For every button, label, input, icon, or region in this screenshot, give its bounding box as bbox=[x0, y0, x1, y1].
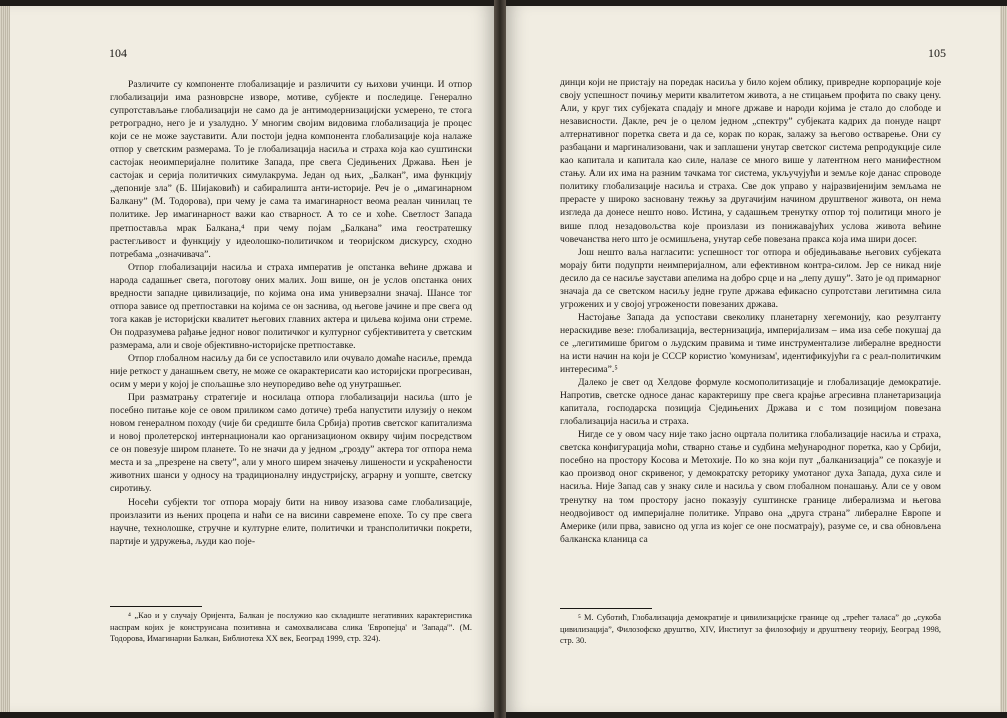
paragraph: динци који не пристају на поредак насиља у било којем облику, привредне корпорације које своју успешност почињу мерити квалитетом живота, а не стицањем профита по сваку цену. Али, у круг тих субјеката спадају и многе државе и народи којима је стало до слободе и независности. Дакле, реч је о целом једном „спектру” субјеката кадрих да понуде нацрт алтернативног поретка света и да се, корак по корак, залажу за његово остварење. Они су разбацани и маргинализовани, чак и заплашени унутар светског система репродукције силе као капитала и капитала као силе, налазе се много више у латентном него манифестном стању. Али их има на разним тачкама тог система, укључујући и земље које данас спроводе политику глобализације насиља и страха. Све док управо у најразвијенијим земљама не прерасте у широко засновану тежњу за другачијим начином друштвеног живота, он нема изгледа да донесе нешто ново. Истина, у садашњем тренутку отпор тој политици много је више плод незадовољства које произлази из понижавајућих услова живота већине човечанства него што је осмишљена, унутар себе повезана пракса која има шири досег. bbox=[560, 77, 941, 245]
paragraph: При разматрању стратегије и носилаца отпора глобализацији насиља (што је посебно питање које се овом приликом само дотиче) треба напустити илузију о неком новом генералном походу (чије би средиште била Србија) против светског капитализма и новој пролетерској интернационали као организационом оквиру чијим посредством се он повезује широм планете. То не значи да у једном „грозду” актера тог отпора нема места и за „презрене на свету”, али у много ширем значењу лишености и ускраћености животних шанси у односу на традиционалну индустријску, аграрну и уопште, светску сиротињу. bbox=[110, 392, 472, 495]
paragraph: Далеко је свет од Хелдове формуле космополитизације и глобализације демократије. Напротив, светске односе данас карактеришу пре свега крајње агресивна планетаризација капитала, господарска позиција Сједињених Држава и с том позицијом повезана глобализација насиља и страха. bbox=[560, 377, 941, 428]
page-edges-left bbox=[0, 6, 10, 712]
footnote bbox=[560, 612, 941, 647]
page-edges-right bbox=[1000, 6, 1007, 712]
paragraph: Различите су компоненте глобализације и различити су њихови учинци. И отпор глобализацији има разноврсне изворе, мотиве, субјекте и последице. Генерално супротстављање глобализацији не само да је антимодернизацијски усмерено, те стога ретроградно, него је и узалудно. У многим својим видовима глобализација је процес који се не може зауставити. Али постоји једна компонента глобализације која налаже отпор у светским размерама. То је глобализација насиља и страха која као суштински састојак неоимперијалне политике Запада, пре свега Сједињених Држава. Њен је састојак и серија политичких симулакрума. Један од њих, „Балкан”, има функцију „депоније зла” (Б. Шијаковић) и сабиралишта анти-историје. Реч је о „имагинарном Балкану” (М. Тодорова), при чему је сама та имагинарност веома реалан чинилац те политике. Јер имагинарност важи као стварност. А то се и хоће. Светлост Запада претпоставља мрак Балкана,⁴ при чему појам „Балкана” има геостратешку растегљивост и функцију у идеолошко-политичком и теоријском дискурсу, сходно потребама „означивача”. bbox=[110, 79, 472, 260]
footnote-text: ⁵ М. Суботић, Глобализација демократије и цивилизацијске границе од „трећег таласа” до „сукоба цивилизација”, Филозофско друштво, XIV, Институт за филозофију и друштвену теорију, Београд 1998, стр. 30. bbox=[560, 613, 941, 646]
footnote-rule bbox=[110, 606, 202, 607]
page-number: 104 bbox=[109, 46, 127, 60]
paragraph: Носећи субјекти тог отпора морају бити на нивоу изазова саме глобализације, произлазити из њених процепа и наћи се на висини савремене епохе. То су пре свега научне, технолошке, стручне и културне елите, политички и трансполитички покрети, партије и удружења, људи као поје- bbox=[110, 496, 472, 547]
paragraph: Нигде се у овом часу није тако јасно оцртала политика глобализације насиља и страха, светска конфигурација моћи, стварно стање и судбина међународног поретка, као у Србији, посебно на простору Косова и Метохије. По ко зна који пут „балканизација” се показује и као производ оног скривеног, у демократску реторику умотаног духа Запада, духа силе и насиља. Није Запад сав у знаку силе и насиља у свом глобалном понашању. Али се у овом тренутку на том простору јасно показују суштинске границе либерализма и његова неодвојивост од империјалне политике. Управо она „друга страна” либералне Европе и Америке (или прва, зависно од угла из којег се оне посматрају), разуме се, и сва обновљена балканска кланица са bbox=[560, 429, 941, 545]
paragraph: Отпор глобалном насиљу да би се успоставило или очувало домаће насиље, премда није реткост у данашњем свету, не може се окарактерисати као историјски прогресиван, осим у мери у којој је спољашње зло неупоредиво веће од унутрашњег. bbox=[110, 352, 472, 391]
page-number: 105 bbox=[928, 46, 946, 60]
paragraph: Још нешто ваља нагласити: успешност тог отпора и обједињавање његових субјеката морају бити подупрти неимперијалном, али ефективном контра-силом. Јер се никад није десило да се насиље заустави апелима на добро срце и на „лепу душу”. Зато је од примарног значаја да се светском насиљу једне групе држава ефикасно супротстави легитимна сила угрожених и у својој угрожености повезаних држава. bbox=[560, 246, 941, 310]
footnote bbox=[110, 610, 472, 645]
footnote-rule bbox=[560, 608, 652, 609]
body-text bbox=[110, 78, 472, 548]
left-page bbox=[10, 6, 494, 712]
book-gutter bbox=[494, 0, 506, 718]
right-page bbox=[506, 6, 1000, 712]
paragraph: Отпор глобализацији насиља и страха императив је опстанка већине држава и народа садашњег света, поготову оних малих. Још више, он је услов опстанка оних вредности западне цивилизације, по којима она има универзални значај. Шансе тог отпора зависе од претпоставки на којима се он заснива, од његове јачине и пре свега од тога какав је историјски квалитет његових главних актера и циљева којима они стреме. Он подразумева рађање једног новог политичког и културног субјективитета у светским размерама, али и своје објективно-историјске претпоставке. bbox=[110, 261, 472, 351]
body-text bbox=[560, 76, 941, 546]
footnote-text: ⁴ „Као и у случају Оријента, Балкан је послужио као складиште негативних карактеристика наспрам којих је конструисана позитивна и самохвалисава слика 'Европејца' и 'Запада'”. (М. Тодорова, Имагинарни Балкан, Библиотека XX век, Београд 1999, стр. 324). bbox=[110, 611, 472, 644]
paragraph: Настојање Запада да успостави свеколику планетарну хегемонију, као резултанту нераскидиве везе: глобализација, вестернизација, империјализам – има иза себе покушај да се „легитимише бригом о људским правима и тиме инструментализе либералне вредности на исти начин на који је СССР користио 'комунизам', идентификујући га с реал-политичким интересима”.⁵ bbox=[560, 311, 941, 376]
